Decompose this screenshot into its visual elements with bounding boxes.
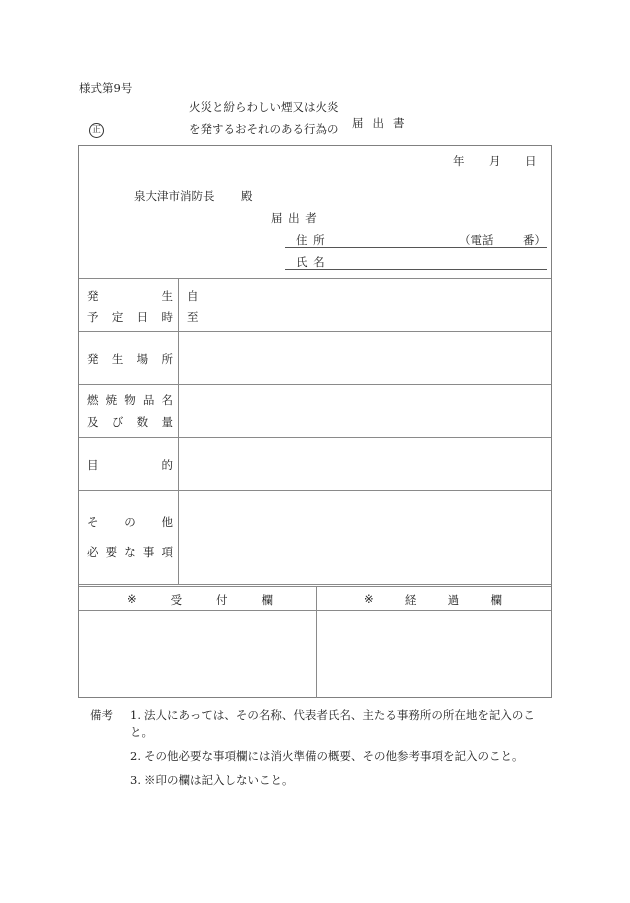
row-label: 燃 焼 物 品 名 — [87, 393, 173, 407]
row-label: そ の 他 — [87, 515, 173, 529]
scheduled-datetime-field[interactable] — [179, 279, 551, 330]
honorific: 殿 — [241, 189, 253, 203]
location-field[interactable] — [179, 332, 551, 383]
phone-open-label: （電話 — [459, 233, 494, 247]
note-number: 1. — [130, 708, 141, 722]
date-month-label: 月 — [489, 154, 501, 168]
form-table — [78, 145, 552, 698]
row-label: 発 生 場 所 — [87, 352, 173, 366]
note-item — [90, 772, 550, 789]
name-input-line[interactable] — [285, 269, 547, 270]
date-day-label: 日 — [525, 154, 537, 168]
reception-column-header: ※ 受 付 欄 — [127, 592, 273, 607]
note-text: ※印の欄は記入しないこと。 — [144, 773, 294, 787]
notifier-label: 届 出 者 — [271, 211, 317, 225]
note-number: 2. — [130, 749, 141, 763]
recipient: 泉大津市消防長 — [134, 189, 215, 203]
row-label: 目 的 — [87, 458, 173, 472]
address-label: 住 所 — [296, 233, 325, 247]
note-item — [90, 748, 550, 765]
document-title: 届出書 — [352, 116, 414, 130]
date-year-label: 年 — [453, 154, 465, 168]
from-label: 自 — [187, 289, 199, 303]
title-line-1: 火災と紛らわしい煙又は火炎 — [189, 100, 339, 114]
row-label: 発 生 — [87, 289, 173, 303]
note-item — [90, 707, 550, 741]
progress-field — [317, 611, 551, 697]
note-number: 3. — [130, 773, 141, 787]
note-text: その他必要な事項欄には消火準備の概要、その他参考事項を記入のこと。 — [144, 749, 524, 763]
title-line-2: を発するおそれのある行為の — [189, 122, 339, 136]
reception-field — [79, 611, 315, 697]
row-label: 及 び 数 量 — [87, 415, 173, 429]
note-text: 法人にあっては、その名称、代表者氏名、主たる事務所の所在地を記入のこと。 — [130, 708, 535, 739]
row-divider — [79, 586, 551, 587]
row-divider — [79, 584, 551, 585]
name-label: 氏 名 — [296, 255, 325, 269]
row-label: 予 定 日 時 — [87, 310, 173, 324]
progress-column-header: ※ 経 過 欄 — [364, 592, 502, 607]
row-label: 必 要 な 事 項 — [87, 545, 173, 559]
address-input-line[interactable] — [285, 247, 547, 248]
form-number: 様式第9号 — [79, 81, 133, 95]
seal-mark-icon: 正 — [89, 123, 104, 138]
other-matters-field[interactable] — [179, 491, 551, 583]
combustibles-field[interactable] — [179, 385, 551, 436]
phone-close-label: 番） — [523, 233, 546, 247]
notes-section — [90, 707, 550, 796]
notes-heading: 備考 — [90, 708, 113, 722]
purpose-field[interactable] — [179, 438, 551, 489]
to-label: 至 — [187, 310, 199, 324]
